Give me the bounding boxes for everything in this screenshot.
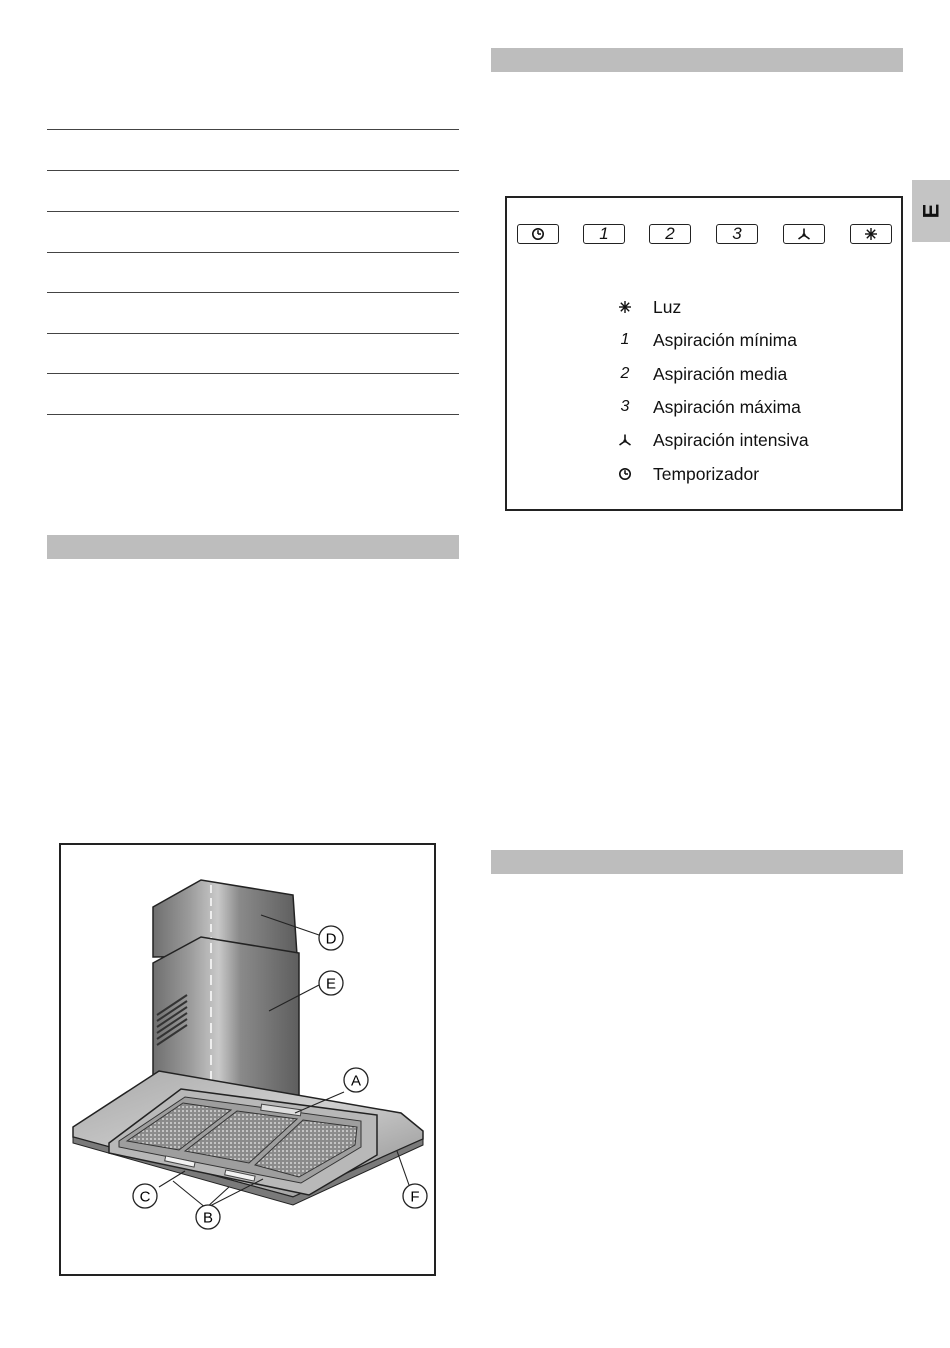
- section-bar-left-middle: [47, 535, 459, 559]
- table-rule: [47, 170, 459, 171]
- callout-d-label: D: [325, 930, 337, 948]
- callout-e: [319, 971, 343, 995]
- legend-row-speed-3: [607, 395, 801, 419]
- light-key: [850, 224, 892, 244]
- legend-label: Aspiración media: [653, 363, 788, 384]
- legend-row-intensive: [607, 428, 809, 452]
- speed-3-key-label: 3: [732, 224, 742, 243]
- section-bar-right-top: [491, 48, 903, 72]
- legend-label: Aspiración máxima: [653, 396, 801, 417]
- timer-icon: [531, 227, 545, 241]
- language-tab-letter: E: [918, 203, 943, 219]
- legend-label: Luz: [653, 296, 682, 317]
- speed-3-key: [716, 224, 758, 244]
- table-rule: [47, 252, 459, 253]
- light-icon: [618, 300, 632, 314]
- hood-figure: [59, 843, 436, 1276]
- table-rule: [47, 292, 459, 293]
- section-bar-right-bottom: [491, 850, 903, 874]
- speed-2-key-label: 2: [665, 224, 675, 243]
- table-rule: [47, 211, 459, 212]
- legend-row-speed-1: [607, 328, 797, 352]
- callout-b: [196, 1205, 220, 1229]
- legend-label: Aspiración intensiva: [653, 429, 809, 450]
- callout-c-label: C: [139, 1188, 151, 1206]
- legend-symbol: 1: [620, 331, 630, 348]
- callout-f-label: F: [410, 1188, 420, 1206]
- control-panel-diagram: [505, 196, 903, 511]
- table-rule: [47, 373, 459, 374]
- legend-label: Temporizador: [653, 463, 760, 484]
- legend-row-light: [607, 295, 681, 319]
- callout-c: [133, 1184, 157, 1208]
- callout-d: [319, 926, 343, 950]
- callout-a: [344, 1068, 368, 1092]
- legend-symbol: 2: [620, 365, 630, 382]
- callout-e-label: E: [325, 975, 337, 993]
- legend-label: Aspiración mínima: [653, 329, 797, 350]
- language-tab: [912, 180, 950, 242]
- table-rule: [47, 333, 459, 334]
- timer-key: [517, 224, 559, 244]
- light-icon: [864, 227, 878, 241]
- speed-1-key-label: 1: [599, 224, 609, 243]
- speed-1-key: [583, 224, 625, 244]
- table-rule: [47, 414, 459, 415]
- legend-row-timer: [607, 462, 759, 486]
- table-rule: [47, 129, 459, 130]
- callout-a-label: A: [350, 1072, 362, 1090]
- legend-symbol: 3: [620, 398, 630, 415]
- timer-icon: [618, 467, 632, 481]
- intensive-key: [783, 224, 825, 244]
- intensive-fan-icon: [796, 227, 812, 241]
- hood-illustration: [61, 845, 434, 1274]
- speed-2-key: [649, 224, 691, 244]
- legend-row-speed-2: [607, 362, 787, 386]
- intensive-fan-icon: [617, 433, 633, 447]
- callout-b-label: B: [202, 1209, 214, 1227]
- callout-f: [403, 1184, 427, 1208]
